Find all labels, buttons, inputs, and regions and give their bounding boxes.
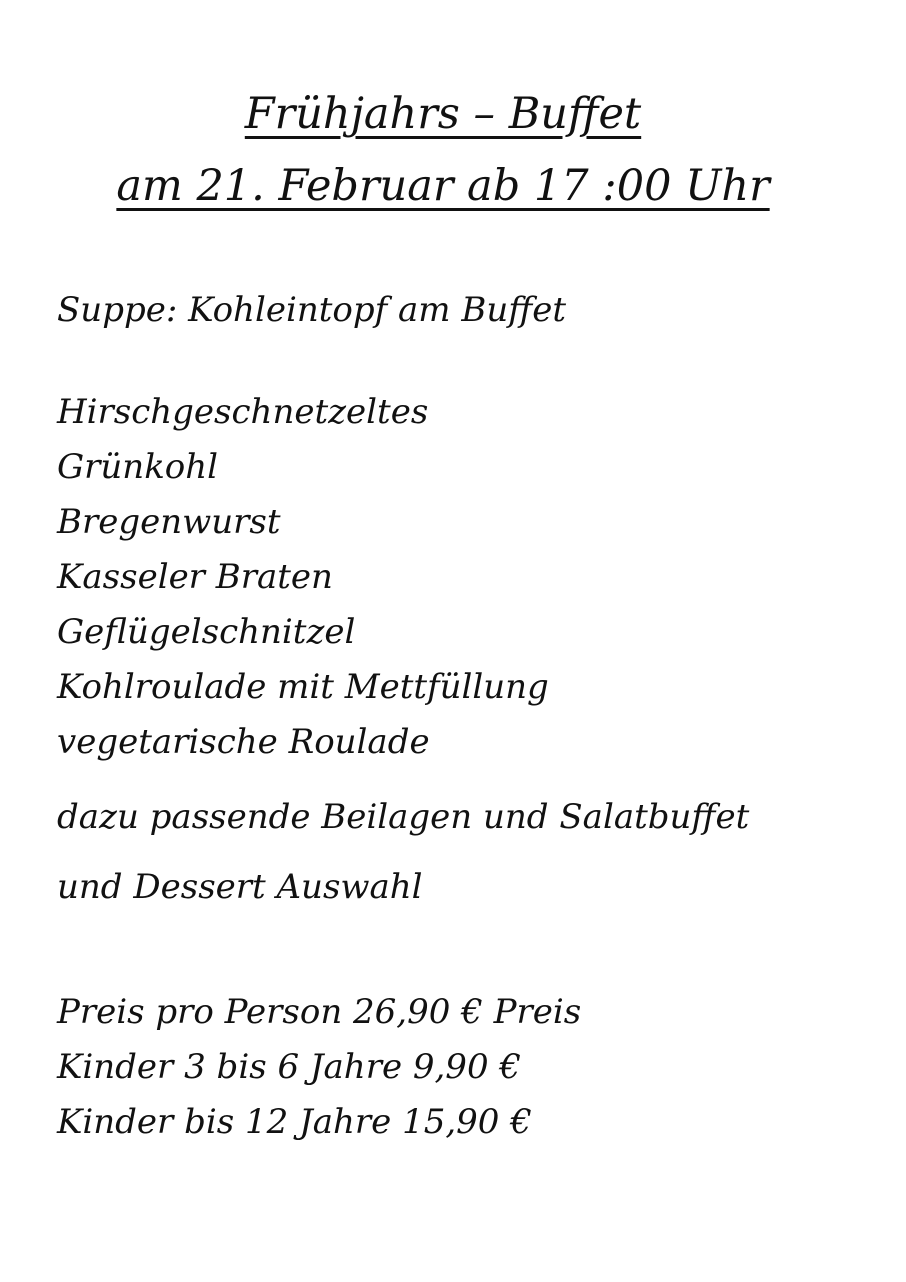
- dish-item: Geflügelschnitzel: [57, 612, 356, 652]
- dish-item: vegetarische Roulade: [57, 722, 430, 762]
- price-line: Kinder bis 12 Jahre 15,90 €: [57, 1102, 532, 1142]
- soup-line: Suppe: Kohleintopf am Buffet: [57, 290, 567, 330]
- dessert-line: und Dessert Auswahl: [57, 867, 423, 907]
- dish-item: Bregenwurst: [57, 502, 281, 542]
- sides-line: dazu passende Beilagen und Salatbuffet: [57, 797, 750, 837]
- title-line-1: Frühjahrs – Buffet: [244, 89, 642, 139]
- title-line-2: am 21. Februar ab 17 :00 Uhr: [116, 161, 770, 211]
- menu-title: [0, 78, 886, 222]
- dish-item: Kohlroulade mit Mettfüllung: [57, 667, 549, 707]
- dish-item: Kasseler Braten: [57, 557, 333, 597]
- price-line: Preis pro Person 26,90 € Preis: [57, 992, 582, 1032]
- dish-item: Hirschgeschnetzeltes: [57, 392, 429, 432]
- dish-item: Grünkohl: [57, 447, 219, 487]
- price-line: Kinder 3 bis 6 Jahre 9,90 €: [57, 1047, 522, 1087]
